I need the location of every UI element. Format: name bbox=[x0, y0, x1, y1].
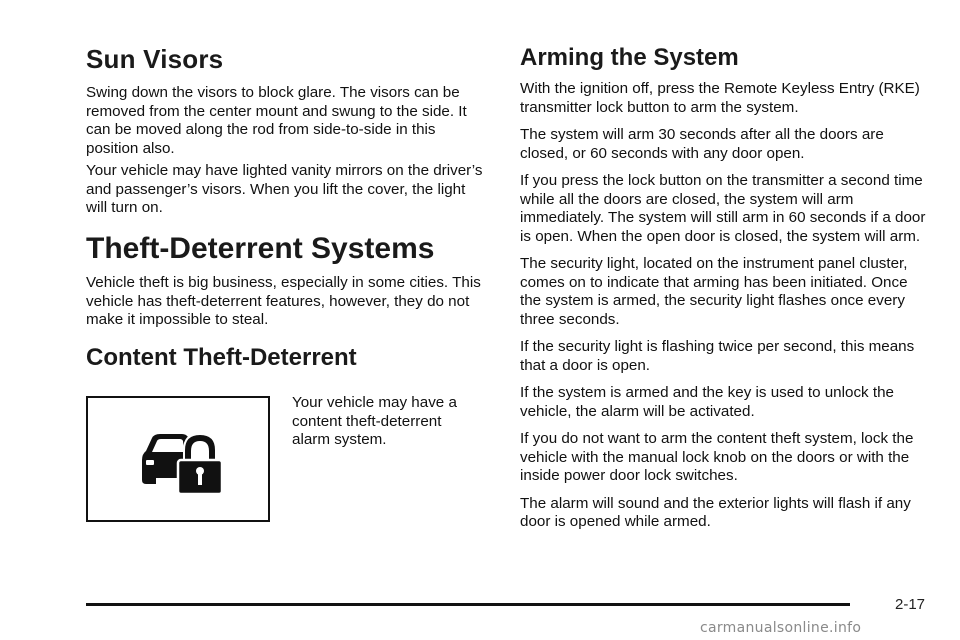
watermark: carmanualsonline.info bbox=[700, 620, 862, 636]
sun-visors-text-1: Swing down the visors to block glare. The visors can be removed from the center mount and swung to the side. It can be moved along the rod from side-to-side in this position also. bbox=[86, 84, 467, 157]
sun-visors-heading: Sun Visors bbox=[86, 44, 224, 74]
sun-visors-paragraph-2 bbox=[86, 162, 490, 218]
arming-text-8: The alarm will sound and the exterior lights will flash if any door is opened while armed. bbox=[520, 494, 911, 530]
sun-visors-text-2: Your vehicle may have lighted vanity mirrors on the driver’s and passenger’s visors. When you lift the cover, the light will turn on. bbox=[86, 162, 483, 216]
content-theft-side-text bbox=[292, 394, 482, 450]
arming-heading: Arming the System bbox=[520, 44, 739, 71]
footer-divider bbox=[86, 603, 850, 606]
content-theft-heading: Content Theft-Deterrent bbox=[86, 344, 357, 371]
theft-deterrent-paragraph bbox=[86, 274, 490, 330]
arming-text-2: The system will arm 30 seconds after all the doors are closed, or 60 seconds with any door open. bbox=[520, 126, 884, 162]
theft-deterrent-text: Vehicle theft is big business, especially in some cities. This vehicle has theft-deterrent features, however, they do not make it impossible to steal. bbox=[86, 274, 481, 328]
arming-text-6: If the system is armed and the key is used to unlock the vehicle, the alarm will be activated. bbox=[520, 384, 894, 420]
arming-text-5: If the security light is flashing twice per second, this means that a door is open. bbox=[520, 338, 915, 374]
arming-text-1: With the ignition off, press the Remote Keyless Entry (RKE) transmitter lock button to arm the system. bbox=[520, 80, 920, 116]
arming-text-7: If you do not want to arm the content theft system, lock the vehicle with the manual lock knob on the doors or with the inside power door lock switches. bbox=[520, 430, 914, 484]
car-lock-icon-box bbox=[86, 396, 270, 522]
arming-text-3: If you press the lock button on the transmitter a second time while all the doors are closed, the system will arm immediately. The system will still arm in 60 seconds if a door is open. When the open door is closed, the system will arm. bbox=[520, 172, 926, 245]
arming-text-4: The security light, located on the instrument panel cluster, comes on to indicate that arming has been initiated. Once the system is armed, the security light flashes once every three seconds. bbox=[520, 255, 908, 328]
theft-deterrent-heading: Theft-Deterrent Systems bbox=[86, 232, 435, 265]
page-number: 2-17 bbox=[895, 596, 926, 613]
arming-paragraphs bbox=[520, 80, 930, 541]
sun-visors-paragraph-1 bbox=[86, 84, 490, 158]
content-theft-description: Your vehicle may have a content theft-deterrent alarm system. bbox=[292, 394, 457, 448]
car-lock-icon bbox=[134, 424, 224, 496]
